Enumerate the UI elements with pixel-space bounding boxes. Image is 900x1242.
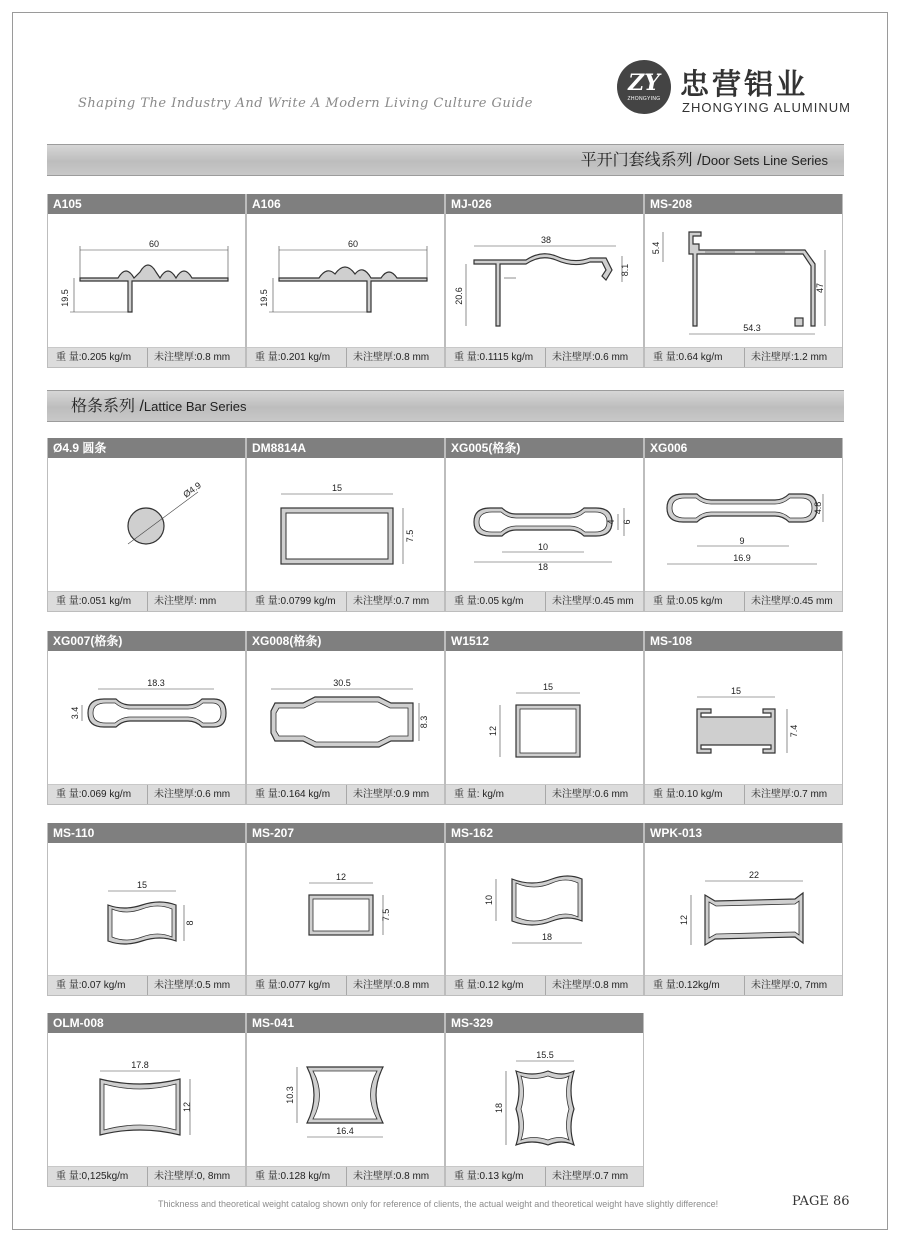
page-header	[0, 0, 900, 130]
product-code: XG006	[645, 438, 842, 458]
profile-drawing	[48, 651, 245, 785]
profile-drawing	[446, 458, 643, 592]
dim-label: 8	[185, 920, 195, 926]
thickness-spec: 未注壁厚:0.8 mm	[353, 1171, 430, 1182]
product-card	[644, 194, 843, 368]
thickness-spec: 未注壁厚:0.6 mm	[552, 789, 629, 800]
weight-spec: 重 量:0.10 kg/m	[645, 785, 745, 804]
weight-spec: 重 量:0.12kg/m	[645, 976, 745, 995]
profile-drawing	[247, 651, 444, 785]
section-door-sets	[47, 144, 844, 176]
thickness-spec: 未注壁厚:0.6 mm	[154, 789, 231, 800]
product-code: A106	[247, 194, 444, 214]
profile-drawing	[48, 458, 245, 592]
profile-drawing	[48, 1033, 245, 1167]
product-card	[644, 631, 843, 805]
product-card	[246, 194, 445, 368]
profile-drawing	[446, 1033, 643, 1167]
spec-row	[247, 785, 444, 805]
dim-label: 10	[484, 894, 494, 906]
product-card	[47, 194, 246, 368]
product-row-5	[47, 1013, 844, 1187]
dim-label: 15.5	[536, 1050, 554, 1060]
product-code: MS-207	[247, 823, 444, 843]
spec-row	[446, 1167, 643, 1187]
weight-spec: 重 量:0.64 kg/m	[645, 348, 745, 367]
section-title-en: Door Sets Line Series	[701, 153, 828, 168]
dim-label: 60	[148, 239, 160, 249]
weight-spec: 重 量:0.051 kg/m	[48, 592, 148, 611]
thickness-spec: 未注壁厚:0.8 mm	[353, 352, 430, 363]
product-code: MS-110	[48, 823, 245, 843]
spec-row	[645, 348, 842, 368]
profile-drawing	[446, 843, 643, 976]
product-row-4	[47, 823, 844, 996]
dim-label: 10.3	[285, 1086, 295, 1104]
product-card	[246, 1013, 445, 1187]
product-code: MJ-026	[446, 194, 643, 214]
footer-disclaimer: Thickness and theoretical weight catalog shown only for reference of clients, the actual weight and theoretical weight have slightly difference!	[158, 1199, 719, 1209]
spec-row	[446, 592, 643, 612]
weight-spec: 重 量:0.05 kg/m	[446, 592, 546, 611]
dim-label: 8.3	[419, 715, 429, 729]
product-card	[47, 438, 246, 612]
spec-row	[48, 592, 245, 612]
spec-row	[48, 785, 245, 805]
dim-label: 9	[739, 536, 745, 546]
product-card	[246, 631, 445, 805]
product-card	[445, 823, 644, 996]
profile-drawing	[48, 214, 245, 348]
dim-label: 7.4	[789, 724, 799, 738]
weight-spec: 重 量:0.13 kg/m	[446, 1167, 546, 1186]
thickness-spec: 未注壁厚:0.45 mm	[552, 596, 634, 607]
product-card	[445, 194, 644, 368]
dim-label: 17.8	[131, 1060, 149, 1070]
product-row-2	[47, 438, 844, 612]
dim-label: 60	[347, 239, 359, 249]
dim-label: 22	[748, 870, 760, 880]
dim-label: 12	[182, 1101, 192, 1113]
section-title-cn: 格条系列 /	[71, 398, 144, 415]
dim-label: 18	[541, 932, 553, 942]
spec-row	[446, 348, 643, 368]
dim-label: 12	[335, 872, 347, 882]
weight-spec: 重 量: kg/m	[446, 785, 546, 804]
product-code: OLM-008	[48, 1013, 245, 1033]
weight-spec: 重 量:0.205 kg/m	[48, 348, 148, 367]
spec-row	[446, 976, 643, 996]
thickness-spec: 未注壁厚:0.9 mm	[353, 789, 430, 800]
product-row-3	[47, 631, 844, 805]
dim-label: 7.5	[381, 908, 391, 922]
dim-label: 15	[730, 686, 742, 696]
product-code: XG005(格条)	[446, 438, 643, 458]
product-card	[47, 631, 246, 805]
profile-drawing	[645, 458, 842, 592]
profile-drawing	[48, 843, 245, 976]
dim-label: 3.4	[70, 706, 80, 720]
dim-label: 4	[606, 519, 616, 525]
weight-spec: 重 量:0.07 kg/m	[48, 976, 148, 995]
product-code: XG007(格条)	[48, 631, 245, 651]
zy-logo-icon	[617, 60, 671, 114]
profile-drawing	[645, 843, 842, 976]
weight-spec: 重 量:0.069 kg/m	[48, 785, 148, 804]
dim-label: 54.3	[743, 323, 761, 333]
slogan: Shaping The Industry And Write A Modern Living Culture Guide	[78, 96, 533, 111]
thickness-spec: 未注壁厚: mm	[154, 596, 217, 607]
logo-small-text: ZHONGYING	[627, 96, 661, 102]
dim-label: 38	[540, 235, 552, 245]
thickness-spec: 未注壁厚:0.7 mm	[751, 789, 828, 800]
section-title-cn: 平开门套线系列 /	[580, 152, 702, 169]
dim-label: 20.6	[454, 287, 464, 305]
product-card	[445, 1013, 644, 1187]
profile-drawing	[645, 651, 842, 785]
product-card	[47, 1013, 246, 1187]
weight-spec: 重 量:0.12 kg/m	[446, 976, 546, 995]
product-card	[246, 438, 445, 612]
spec-row	[48, 976, 245, 996]
brand-name-cn: 忠营铝业	[680, 69, 809, 101]
spec-row	[247, 976, 444, 996]
dim-label: 6	[622, 519, 632, 525]
dim-label: 15	[136, 880, 148, 890]
thickness-spec: 未注壁厚:0, 7mm	[751, 980, 828, 991]
profile-drawing	[446, 214, 643, 348]
dim-label: 7.5	[405, 529, 415, 543]
product-card	[644, 823, 843, 996]
dim-label: 18	[494, 1102, 504, 1114]
dim-label: 47	[815, 282, 825, 294]
thickness-spec: 未注壁厚:0.8 mm	[154, 352, 231, 363]
weight-spec: 重 量:0,125kg/m	[48, 1167, 148, 1186]
product-card	[644, 438, 843, 612]
dim-label: 19.5	[60, 289, 70, 307]
dim-label: 16.9	[733, 553, 751, 563]
dim-label: 8.1	[620, 263, 630, 277]
product-card	[47, 823, 246, 996]
thickness-spec: 未注壁厚:0.6 mm	[552, 352, 629, 363]
product-code: DM8814A	[247, 438, 444, 458]
dim-label: 4.8	[813, 501, 823, 515]
thickness-spec: 未注壁厚:0.7 mm	[552, 1171, 629, 1182]
thickness-spec: 未注壁厚:1.2 mm	[751, 352, 828, 363]
spec-row	[645, 592, 842, 612]
product-row-1	[47, 194, 844, 368]
profile-drawing	[247, 843, 444, 976]
spec-row	[247, 1167, 444, 1187]
spec-row	[247, 592, 444, 612]
spec-row	[48, 348, 245, 368]
weight-spec: 重 量:0.0799 kg/m	[247, 592, 347, 611]
weight-spec: 重 量:0.201 kg/m	[247, 348, 347, 367]
dim-label: 15	[542, 682, 554, 692]
page-number: PAGE 86	[792, 1194, 850, 1209]
dim-label: 12	[679, 914, 689, 926]
spec-row	[446, 785, 643, 805]
product-code: Ø4.9 圆条	[48, 438, 245, 458]
logo-text: ZY	[628, 70, 660, 96]
profile-drawing	[247, 214, 444, 348]
spec-row	[247, 348, 444, 368]
thickness-spec: 未注壁厚:0.8 mm	[353, 980, 430, 991]
product-card	[445, 631, 644, 805]
product-code: A105	[48, 194, 245, 214]
dim-label: 15	[331, 483, 343, 493]
thickness-spec: 未注壁厚:0.7 mm	[353, 596, 430, 607]
dim-label: 16.4	[336, 1126, 354, 1136]
brand-name-en: ZHONGYING ALUMINUM	[682, 100, 851, 115]
product-code: MS-329	[446, 1013, 643, 1033]
product-code: WPK-013	[645, 823, 842, 843]
thickness-spec: 未注壁厚:0.45 mm	[751, 596, 833, 607]
product-code: MS-162	[446, 823, 643, 843]
dim-label: 18	[537, 562, 549, 572]
product-code: MS-208	[645, 194, 842, 214]
product-card	[445, 438, 644, 612]
dim-label: 5.4	[651, 241, 661, 255]
dim-label: 12	[488, 725, 498, 737]
product-code: W1512	[446, 631, 643, 651]
product-card	[246, 823, 445, 996]
thickness-spec: 未注壁厚:0.8 mm	[552, 980, 629, 991]
weight-spec: 重 量:0.164 kg/m	[247, 785, 347, 804]
weight-spec: 重 量:0.077 kg/m	[247, 976, 347, 995]
profile-drawing	[446, 651, 643, 785]
weight-spec: 重 量:0.1115 kg/m	[446, 348, 546, 367]
weight-spec: 重 量:0.128 kg/m	[247, 1167, 347, 1186]
section-lattice-bar	[47, 390, 844, 422]
spec-row	[645, 976, 842, 996]
dim-label: 30.5	[333, 678, 351, 688]
thickness-spec: 未注壁厚:0, 8mm	[154, 1171, 231, 1182]
product-code: XG008(格条)	[247, 631, 444, 651]
section-title-en: Lattice Bar Series	[143, 399, 247, 414]
product-code: MS-041	[247, 1013, 444, 1033]
profile-drawing	[247, 1033, 444, 1167]
product-code: MS-108	[645, 631, 842, 651]
dim-label: 10	[537, 542, 549, 552]
dim-label: 18.3	[147, 678, 165, 688]
weight-spec: 重 量:0.05 kg/m	[645, 592, 745, 611]
profile-drawing	[247, 458, 444, 592]
spec-row	[48, 1167, 245, 1187]
profile-drawing	[645, 214, 842, 348]
dim-label: 19.5	[259, 289, 269, 307]
spec-row	[645, 785, 842, 805]
dim-label: Ø4.9	[181, 480, 203, 500]
thickness-spec: 未注壁厚:0.5 mm	[154, 980, 231, 991]
